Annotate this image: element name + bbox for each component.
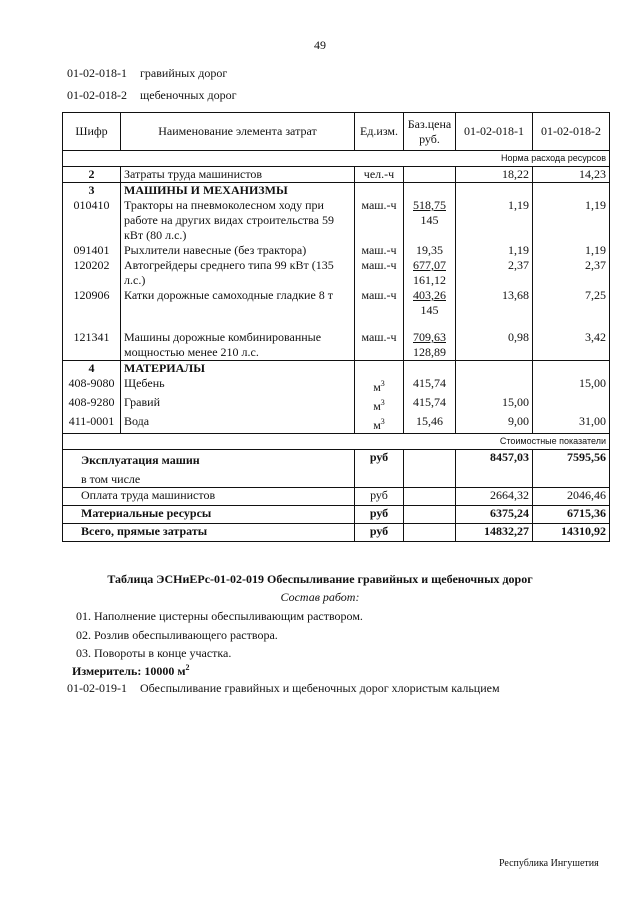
measure-unit: Измеритель: 10000 $м^2$ (72, 663, 190, 678)
summary-value-2: 7595,56 (533, 450, 610, 472)
header-code: Шифр (63, 113, 121, 151)
cell-value-2: 15,00 (533, 376, 610, 395)
cell-unit: $м^3$ (355, 414, 404, 434)
work-item: 01. Наполнение цистерны обеспыливающим раствором. (76, 609, 363, 623)
cell-value-2: 3,42 (533, 318, 610, 361)
cell-price (404, 167, 456, 183)
variant-name: гравийных дорог (140, 66, 228, 80)
cell-unit: маш.-ч (355, 198, 404, 243)
cell-unit: маш.-ч (355, 288, 404, 318)
summary-unit: руб (355, 505, 404, 523)
table-row (63, 167, 610, 183)
variant-code: 01-02-018-1 (67, 66, 127, 80)
cell-value-1: 9,00 (456, 414, 533, 434)
resource-table (62, 112, 610, 542)
price-labor: 161,12 (413, 273, 446, 287)
cell-name: Вода (121, 414, 355, 434)
cell-code: 120906 (63, 288, 121, 318)
summary-unit: руб (355, 450, 404, 472)
table-row (63, 288, 610, 318)
section-row-machines (63, 183, 610, 199)
norm-label: Норма расхода ресурсов (63, 151, 610, 167)
summary-unit: руб (355, 487, 404, 505)
variant-line-1 (67, 66, 227, 81)
price-value: 709,63 (413, 330, 446, 344)
summary-name: Всего, прямые затраты (63, 523, 355, 541)
price-labor: 145 (420, 213, 439, 227)
cell-value-2 (533, 395, 610, 414)
cell-unit: маш.-ч (355, 258, 404, 288)
summary-value-1: 6375,24 (456, 505, 533, 523)
footer-region: Республика Ингушетия (499, 858, 599, 869)
cell-unit: $м^3$ (355, 395, 404, 414)
cell-name: Затраты труда машинистов (121, 167, 355, 183)
item-code: 01-02-019-1 (67, 681, 127, 695)
cell-value-2: 1,19 (533, 198, 610, 243)
cell-code: 3 (63, 183, 121, 199)
cell-code: 010410 (63, 198, 121, 243)
table2-item (67, 681, 500, 696)
header-col1: 01-02-018-1 (456, 113, 533, 151)
cell-code: 091401 (63, 243, 121, 258)
cell-name: Автогрейдеры среднего типа 99 кВт (135 л.с.) (121, 258, 355, 288)
section-title: МАШИНЫ И МЕХАНИЗМЫ (121, 183, 355, 199)
work-item: 02. Розлив обеспыливающего раствора. (76, 628, 278, 642)
cell-value-1: 2,37 (456, 258, 533, 288)
table-header-row (63, 113, 610, 151)
cell-value-2: 1,19 (533, 243, 610, 258)
cell-unit: $м^3$ (355, 376, 404, 395)
cell-name: Рыхлители навесные (без трактора) (121, 243, 355, 258)
section-title: МАТЕРИАЛЫ (121, 361, 355, 377)
summary-value-2: 14310,92 (533, 523, 610, 541)
section-row-materials (63, 361, 610, 377)
cell-value-2: 2,37 (533, 258, 610, 288)
item-name: Обеспыливание гравийных и щебеночных дорог хлористым кальцием (140, 681, 500, 695)
table-row (63, 243, 610, 258)
cell-name: Машины дорожные комбинированные мощностью менее 210 л.с. (121, 318, 355, 361)
table-row (63, 318, 610, 361)
cell-unit: чел.-ч (355, 167, 404, 183)
summary-name: Материальные ресурсы (63, 505, 355, 523)
summary-value-2: 6715,36 (533, 505, 610, 523)
summary-value-1: 2664,32 (456, 487, 533, 505)
cell-price (404, 288, 456, 318)
cell-price (404, 318, 456, 361)
cell-price: 19,35 (404, 243, 456, 258)
cell-code: 121341 (63, 318, 121, 361)
table-row (63, 414, 610, 434)
summary-value-1: 14832,27 (456, 523, 533, 541)
cell-name: Тракторы на пневмоколесном ходу при работе на других видах строительства 59 кВт (80 л.с.) (121, 198, 355, 243)
price-labor: 128,89 (413, 345, 446, 359)
header-price: Баз.цена руб. (404, 113, 456, 151)
summary-name: в том числе (63, 472, 355, 488)
norm-subheader (63, 151, 610, 167)
cell-value-2: 31,00 (533, 414, 610, 434)
variant-line-2 (67, 88, 237, 103)
cell-price: 415,74 (404, 395, 456, 414)
summary-row (63, 450, 610, 472)
cell-code: 4 (63, 361, 121, 377)
cell-value-1: 18,22 (456, 167, 533, 183)
summary-row (63, 487, 610, 505)
header-col2: 01-02-018-2 (533, 113, 610, 151)
summary-unit: руб (355, 523, 404, 541)
summary-value-1: 8457,03 (456, 450, 533, 472)
price-value: 677,07 (413, 258, 446, 272)
cell-value-2: 14,23 (533, 167, 610, 183)
summary-value-2: 2046,46 (533, 487, 610, 505)
cell-value-1: 15,00 (456, 395, 533, 414)
header-name: Наименование элемента затрат (121, 113, 355, 151)
price-value: 518,75 (413, 198, 446, 212)
cell-code: 2 (63, 167, 121, 183)
cost-label: Стоимостные показатели (63, 434, 610, 450)
cell-unit: маш.-ч (355, 243, 404, 258)
cell-price: 15,46 (404, 414, 456, 434)
summary-row (63, 472, 610, 488)
cell-value-1: 13,68 (456, 288, 533, 318)
variant-name: щебеночных дорог (140, 88, 237, 102)
cell-price (404, 198, 456, 243)
cell-value-2: 7,25 (533, 288, 610, 318)
cell-value-1: 1,19 (456, 198, 533, 243)
work-item: 03. Повороты в конце участка. (76, 646, 232, 660)
cell-code: 411-0001 (63, 414, 121, 434)
summary-row (63, 523, 610, 541)
price-labor: 145 (420, 303, 439, 317)
work-composition-heading: Состав работ: (280, 590, 360, 604)
cell-code: 408-9280 (63, 395, 121, 414)
cell-code: 120202 (63, 258, 121, 288)
table2-title: Таблица ЭСНиЕРс-01-02-019 Обеспыливание гравийных и щебеночных дорог (107, 572, 533, 586)
cell-value-1: 0,98 (456, 318, 533, 361)
table-row (63, 258, 610, 288)
summary-name: Оплата труда машинистов (63, 487, 355, 505)
cell-name: Катки дорожные самоходные гладкие 8 т (121, 288, 355, 318)
cell-code: 408-9080 (63, 376, 121, 395)
summary-row (63, 505, 610, 523)
table-row (63, 376, 610, 395)
table-row (63, 198, 610, 243)
variant-code: 01-02-018-2 (67, 88, 127, 102)
price-value: 403,26 (413, 288, 446, 302)
cell-value-1 (456, 376, 533, 395)
table-row (63, 395, 610, 414)
summary-name: Эксплуатация машин (63, 450, 355, 472)
page-number: 49 (314, 38, 326, 52)
cell-name: Щебень (121, 376, 355, 395)
header-unit: Ед.изм. (355, 113, 404, 151)
cell-unit: маш.-ч (355, 318, 404, 361)
cell-name: Гравий (121, 395, 355, 414)
cell-value-1: 1,19 (456, 243, 533, 258)
cell-price: 415,74 (404, 376, 456, 395)
cell-price (404, 258, 456, 288)
cost-subheader (63, 434, 610, 450)
